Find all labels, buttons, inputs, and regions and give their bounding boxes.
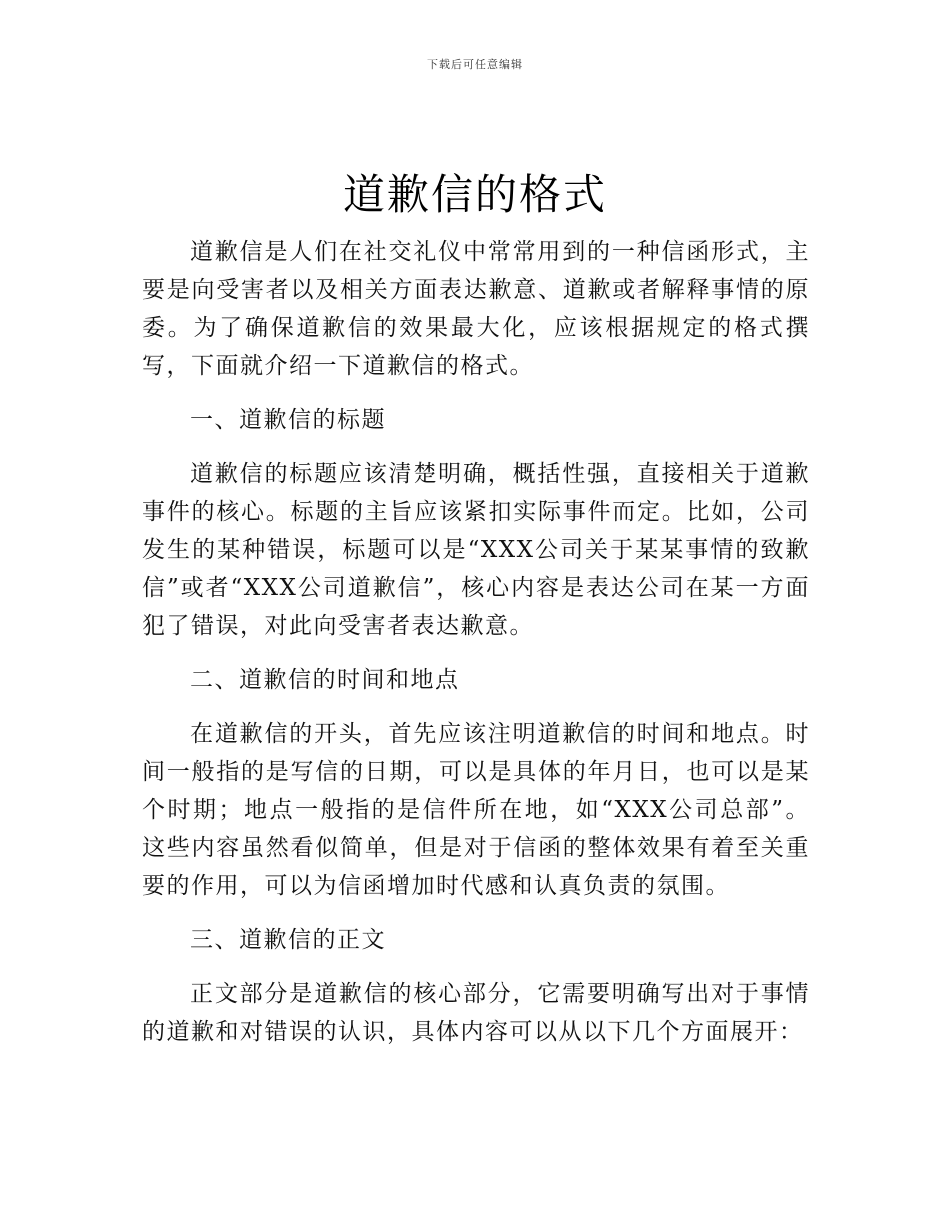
- document-body: [142, 233, 810, 1067]
- section-paragraph-body-text: 正文部分是道歉信的核心部分，它需要明确写出对于事情的道歉和对错误的认识，具体内容可以从以下几个方面展开：: [142, 981, 810, 1045]
- header-note: 下载后可任意编辑: [427, 58, 523, 71]
- section-paragraph-time-place: 在道歉信的开头，首先应该注明道歉信的时间和地点。时间一般指的是写信的日期，可以是具体的年月日，也可以是某个时期；地点一般指的是信件所在地，如“XXX公司总部”。这些内容虽然看似简单，但是对于信函的整体效果有着至关重要的作用，可以为信函增加时代感和认真负责的氛围。: [142, 721, 810, 899]
- section-heading-time-place: 二、道歉信的时间和地点: [190, 667, 460, 693]
- section-heading-body-text: 三、道歉信的正文: [190, 927, 386, 953]
- section-paragraph-title: 道歉信的标题应该清楚明确，概括性强，直接相关于道歉事件的核心。标题的主旨应该紧扣实际事件而定。比如，公司发生的某种错误，标题可以是“XXX公司关于某某事情的致歉信”或者“XXX公司道歉信”，核心内容是表达公司在某一方面犯了错误，对此向受害者表达歉意。: [142, 461, 810, 639]
- section-heading-title: 一、道歉信的标题: [190, 407, 386, 433]
- intro-paragraph: 道歉信是人们在社交礼仪中常常用到的一种信函形式，主要是向受害者以及相关方面表达歉意、道歉或者解释事情的原委。为了确保道歉信的效果最大化，应该根据规定的格式撰写，下面就介绍一下道歉信的格式。: [142, 239, 810, 379]
- document-title: 道歉信的格式: [342, 170, 607, 219]
